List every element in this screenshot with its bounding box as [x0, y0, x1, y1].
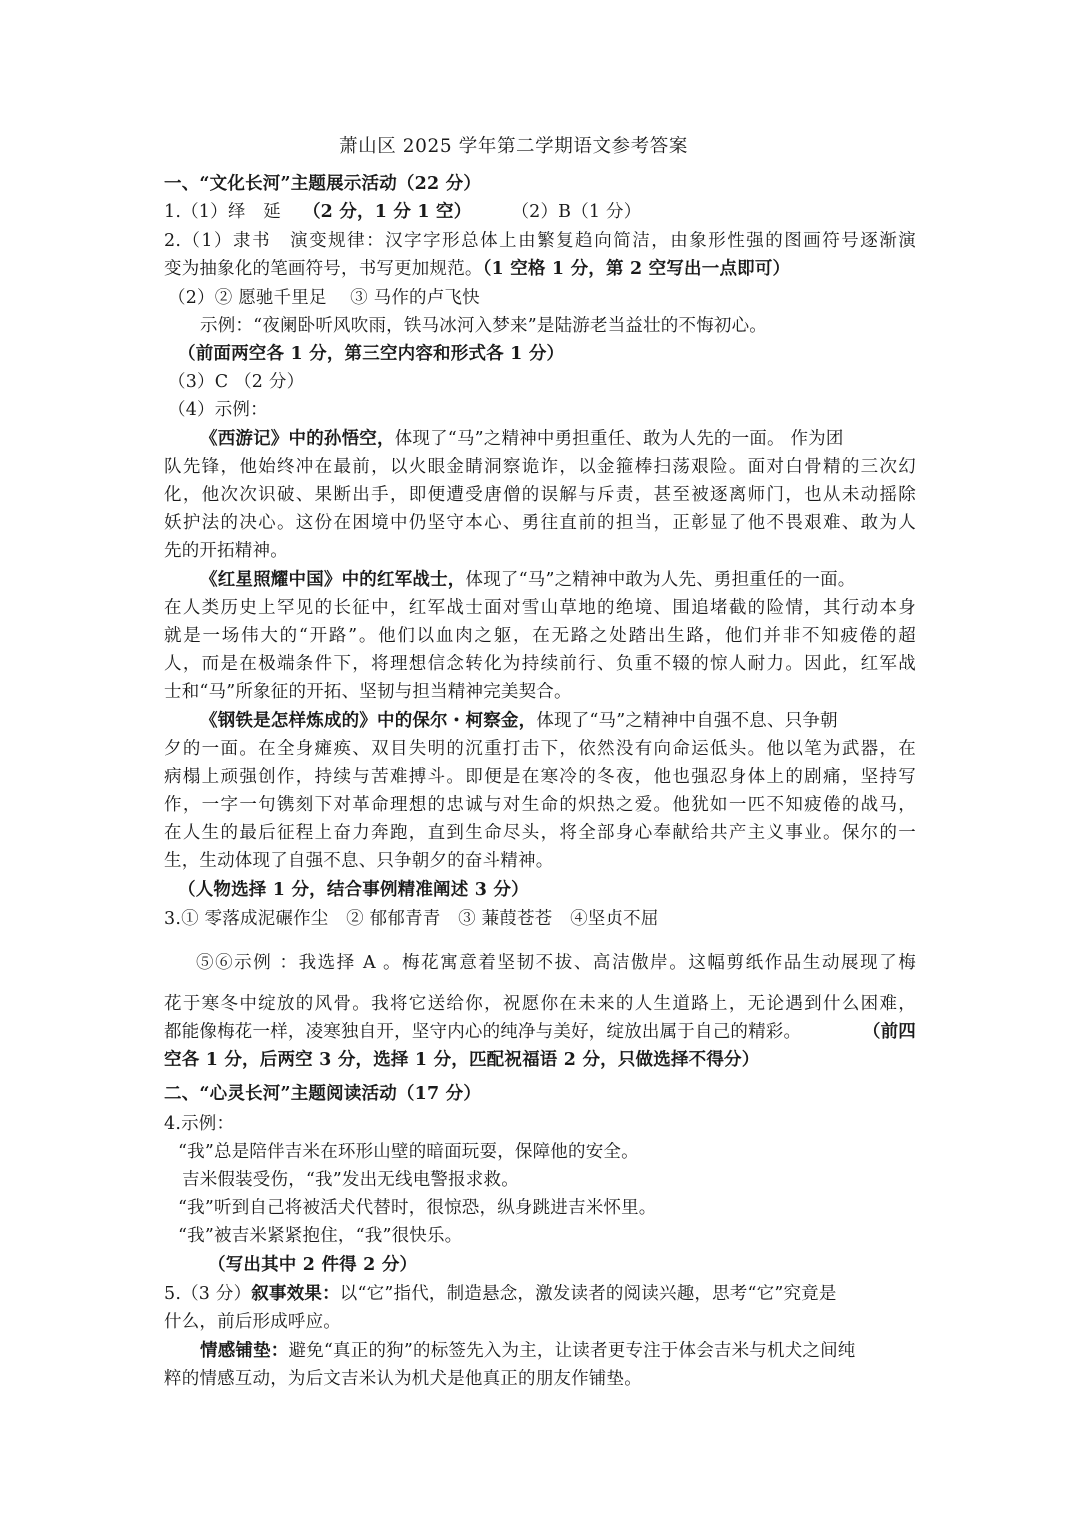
essay-p3-line3: 病榻上顽强创作，持续与苦难搏斗。即便是在寒冷的冬夜，他也强忍身体上的剧痛，坚持写: [164, 767, 916, 787]
q5-line4: 粹的情感互动，为后文吉米认为机犬是他真正的朋友作铺垫。: [164, 1369, 642, 1389]
essay-p1-line2: 队先锋，他始终冲在最前，以火眼金睛洞察诡诈，以金箍棒扫荡艰险。面对白骨精的三次幻: [164, 457, 916, 477]
essay-score: （人物选择 1 分，结合事例精准阐述 3 分）: [178, 880, 529, 900]
essay-p1-line1: 《西游记》中的孙悟空，体现了“马”之精神中勇担重任、敢为人先的一面。 作为团: [200, 429, 844, 449]
q5-line2: 什么，前后形成呼应。: [164, 1312, 341, 1332]
essay-p2-line3: 就是一场伟大的“开路”。他们以血肉之躯，在无路之处踏出生路，他们并非不知疲倦的超: [164, 626, 916, 646]
q3-score: 空各 1 分，后两空 3 分，选择 1 分，匹配祝福语 2 分，只做选择不得分）: [164, 1050, 760, 1070]
essay-p3-lead: 《钢铁是怎样炼成的》中的保尔・柯察金，: [200, 711, 537, 731]
q3-line4-score: （前四: [862, 1022, 916, 1042]
essay-p3-line2: 夕的一面。在全身瘫痪、双目失明的沉重打击下，依然没有向命运低头。他以笔为武器，在: [164, 739, 916, 759]
q3-line2: ⑤⑥示例 ：我选择 A 。梅花寓意着坚韧不拔、高洁傲岸。这幅剪纸作品生动展现了梅: [196, 953, 916, 973]
q1-part1: 1.（1）绎 延: [164, 202, 281, 222]
q2-part3: （3）C （2 分）: [168, 372, 305, 392]
q2-line2: [164, 257, 790, 281]
q3-line1: 3.① 零落成泥碾作尘 ② 郁郁青青 ③ 蒹葭苍苍 ④坚贞不屈: [164, 909, 659, 929]
q1-score: （2 分，1 分 1 空）: [302, 202, 472, 222]
section1-heading: 一、“文化长河”主题展示活动（22 分）: [164, 174, 482, 194]
section2-heading: 二、“心灵长河”主题阅读活动（17 分）: [164, 1084, 482, 1104]
q2-line3: （2）② 愿驰千里足 ③ 马作的卢飞快: [168, 288, 480, 308]
document-title: 萧山区 2025 学年第二学期语文参考答案: [339, 136, 688, 157]
q4-line2: “我”总是陪伴吉米在环形山壁的暗面玩耍，保障他的安全。: [178, 1142, 639, 1162]
q1-part2: （2）B（1 分）: [511, 202, 642, 222]
q4-line5: “我”被吉米紧紧抱住，“我”很快乐。: [178, 1226, 463, 1246]
q2-line2-score: （1 空格 1 分，第 2 空写出一点即可）: [482, 259, 791, 279]
q4-line3: 吉米假装受伤，“我”发出无线电警报求救。: [182, 1170, 519, 1190]
essay-p2-line4: 人，而是在极端条件下，将理想信念转化为持续前行、负重不辍的惊人耐力。因此，红军战: [164, 654, 916, 674]
q3-line4: 都能像梅花一样，凌寒独自开，坚守内心的纯净与美好，绽放出属于自己的精彩。 （前四: [164, 1022, 916, 1042]
essay-p3-line6: 生，生动体现了自强不息、只争朝夕的奋斗精神。: [164, 851, 554, 871]
q5-line3: 情感铺垫：避免“真正的狗”的标签先入为主，让读者更专注于体会吉米与机犬之间纯: [200, 1341, 856, 1361]
q2-line1: 2.（1）隶书 演变规律：汉字字形总体上由繁复趋向简洁，由象形性强的图画符号逐渐演: [164, 231, 916, 251]
q4-line1: 4.示例：: [164, 1114, 235, 1134]
essay-p2-lead: 《红星照耀中国》中的红军战士，: [200, 570, 466, 590]
q5-line1: 5.（3 分）叙事效果：以“它”指代，制造悬念，激发读者的阅读兴趣，思考“它”究竟是: [164, 1284, 837, 1304]
q4-score: （写出其中 2 件得 2 分）: [208, 1255, 418, 1275]
q5-label-narrative: 叙事效果：: [251, 1284, 340, 1304]
q4-line4: “我”听到自己将被活犬代替时，很惊恐，纵身跳进吉米怀里。: [178, 1198, 657, 1218]
q5-label-emotion: 情感铺垫：: [200, 1341, 289, 1361]
q1-line: [164, 200, 641, 224]
essay-p3-line4: 作，一字一句镌刻下对革命理想的忠诚与对生命的炽热之爱。他犹如一匹不知疲倦的战马，: [164, 795, 916, 815]
essay-p1-line5: 先的开拓精神。: [164, 541, 288, 561]
essay-p3-line1: 《钢铁是怎样炼成的》中的保尔・柯察金，体现了“马”之精神中自强不息、只争朝: [200, 711, 838, 731]
essay-p2-line2: 在人类历史上罕见的长征中，红军战士面对雪山草地的绝境、围追堵截的险情，其行动本身: [164, 598, 916, 618]
essay-p1-lead: 《西游记》中的孙悟空，: [200, 429, 395, 449]
q2-line2-text: 变为抽象化的笔画符号，书写更加规范。: [164, 259, 483, 279]
essay-p2-line1: 《红星照耀中国》中的红军战士，体现了“马”之精神中敢为人先、勇担重任的一面。: [200, 570, 856, 590]
q2-example: 示例：“夜阑卧听风吹雨，铁马冰河入梦来”是陆游老当益壮的不悔初心。: [200, 316, 767, 336]
essay-p2-line5: 士和“马”所象征的开拓、坚韧与担当精神完美契合。: [164, 682, 572, 702]
q2-score: （前面两空各 1 分，第三空内容和形式各 1 分）: [178, 344, 565, 364]
essay-p1-line4: 妖护法的决心。这份在困境中仍坚守本心、勇往直前的担当，正彰显了他不畏艰难、敢为人: [164, 513, 916, 533]
essay-p3-line5: 在人生的最后征程上奋力奔跑，直到生命尽头，将全部身心奉献给共产主义事业。保尔的一: [164, 823, 916, 843]
essay-p1-line3: 化，他次次识破、果断出手，即便遭受唐僧的误解与斥责，甚至被逐离师门，也从未动摇除: [164, 485, 916, 505]
q3-line3: 花于寒冬中绽放的风骨。我将它送给你，祝愿你在未来的人生道路上，无论遇到什么困难，: [164, 994, 916, 1014]
q2-part4: （4）示例：: [168, 400, 268, 420]
